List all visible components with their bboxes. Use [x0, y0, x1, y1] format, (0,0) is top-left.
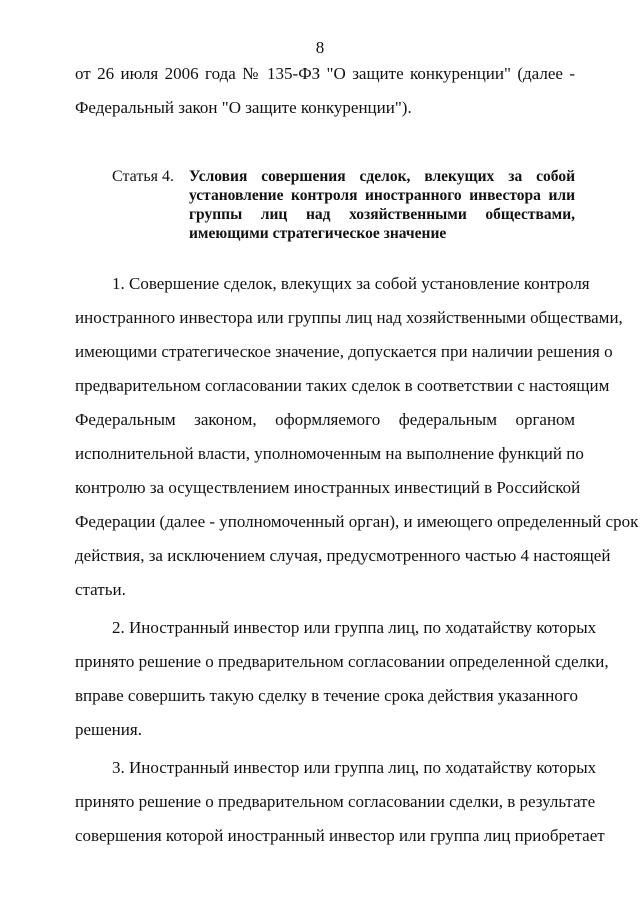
article-title-line-3: группы лиц над хозяйственными обществами,: [189, 206, 575, 223]
paragraph-2-line-2: принято решение о предварительном согласовании определенной сделки,: [75, 652, 609, 671]
paragraph-3-line-1: 3. Иностранный инвестор или группа лиц, по ходатайству которых: [112, 758, 597, 777]
intro-line-1: от 26 июля 2006 года № 135-ФЗ "О защите конкуренции" (далее -: [75, 64, 575, 83]
paragraph-1-line-3: имеющими стратегическое значение, допускается при наличии решения о: [75, 342, 613, 361]
article-title-line-4: имеющими стратегическое значение: [189, 225, 447, 242]
paragraph-2-line-4: решения.: [75, 720, 142, 739]
paragraph-1-line-8: Федерации (далее - уполномоченный орган), и имеющего определенный срок: [75, 512, 639, 531]
article-title-line-1: Условия совершения сделок, влекущих за собой: [189, 168, 575, 185]
article-label: Статья 4.: [112, 168, 174, 185]
paragraph-1-line-1: 1. Совершение сделок, влекущих за собой установление контроля: [112, 274, 590, 293]
paragraph-2-line-1: 2. Иностранный инвестор или группа лиц, по ходатайству которых: [112, 618, 597, 637]
article-title-line-2: установление контроля иностранного инвестора или: [189, 187, 575, 204]
paragraph-3-line-3: совершения которой иностранный инвестор или группа лиц приобретает: [75, 826, 605, 845]
page-number: 8: [315, 38, 325, 57]
paragraph-1-line-9: действия, за исключением случая, предусмотренного частью 4 настоящей: [75, 546, 611, 565]
paragraph-1-line-4: предварительном согласовании таких сделок в соответствии с настоящим: [75, 376, 610, 395]
paragraph-1-line-2: иностранного инвестора или группы лиц над хозяйственными обществами,: [75, 308, 623, 327]
paragraph-2-line-3: вправе совершить такую сделку в течение срока действия указанного: [75, 686, 578, 705]
intro-line-2: Федеральный закон "О защите конкуренции").: [75, 98, 412, 117]
paragraph-3-line-2: принято решение о предварительном согласовании сделки, в результате: [75, 792, 596, 811]
paragraph-1-line-7: контролю за осуществлением иностранных инвестиций в Российской: [75, 478, 581, 497]
paragraph-1-line-6: исполнительной власти, уполномоченным на выполнение функций по: [75, 444, 584, 463]
paragraph-1-line-5: Федеральным законом, оформляемого федеральным органом: [75, 410, 575, 429]
paragraph-1-line-10: статьи.: [75, 580, 126, 599]
